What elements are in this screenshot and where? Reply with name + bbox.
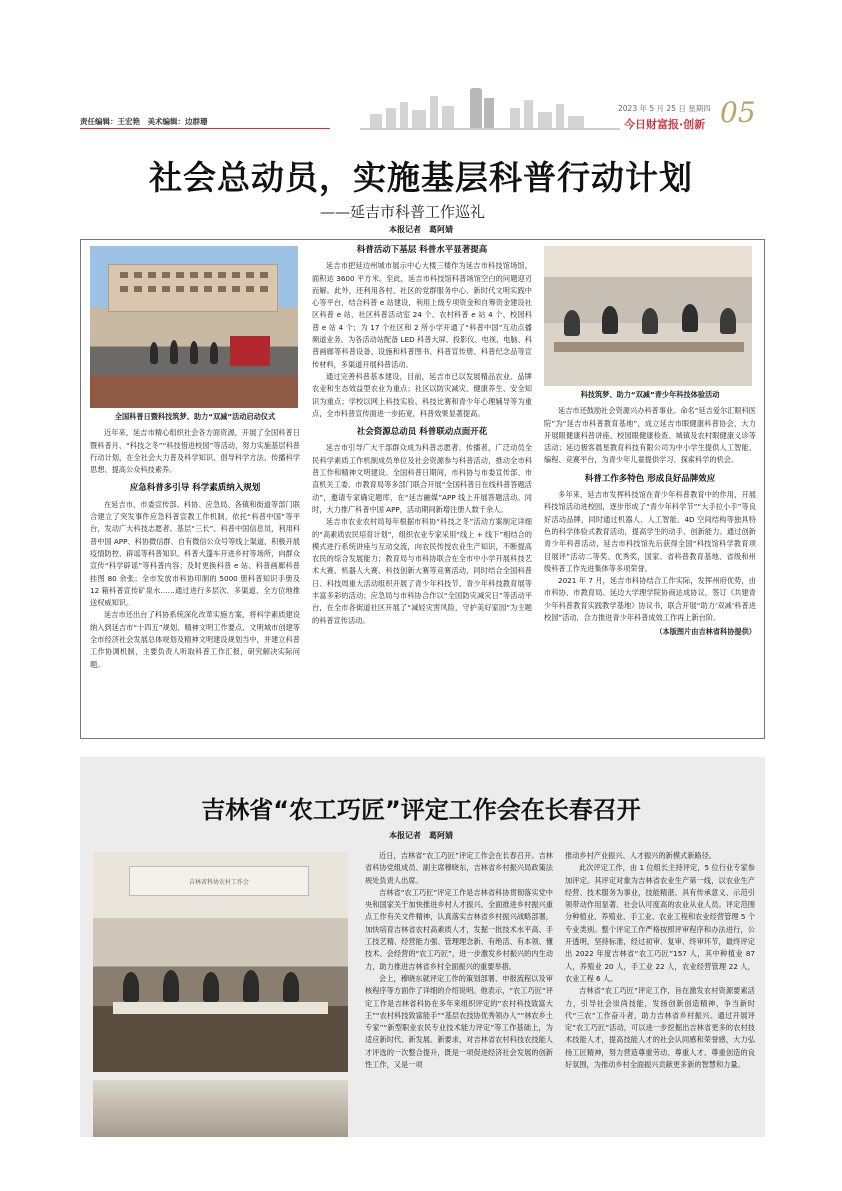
paragraph: 此次评定工作，由 1 位组长主持评定，5 位行业专家参加评定。其评定对象为吉林省农业生产第一线，以农业生产经营、技术服务为事业，技能精湛、具有传承意义、示范引领带动作用显著、社会认可度高的农业从业人员。评定范围分种植业、养殖业、手工业、农业工程和农业经营管理 5 个专业类别。整个评定工作严格按照评审程序和办法进行，公开透明，坚持标准，经过初审、复审、终审环节，最终评定出 2022 年度吉林省“农工巧匠”157 人，其中种植业 87 人，养殖业 20 人，手工业 22 人，农业经营管理 22 人，农业工程 6 人。 [565, 863, 755, 983]
paragraph: 延吉市引导广大干部群众成为科普志愿者、传播者，广泛动员全民科学素质工作机制成员单位及社会资源参与科普活动，推动全市科普工作和精神文明建设。全国科普日期间，市科协与市委宣传部、市直机关工委、市教育局等多部门联合开展“全国科普日在线科普答题活动”，邀请专家确定题库，在“延吉融媒”APP 线上开展答题活动。同时，大力推广科普中国 APP，活动期间新增注册人数千余人。 [312, 443, 532, 514]
article1-byline: 本报记者 葛阿婧 [389, 225, 453, 234]
paragraph: 吉林省“农工巧匠”评定工作，旨在激发农村资源要素活力，引导社会崇尚技能，发扬创新创造精神，争当新时代“三农”工作奋斗者，助力吉林省乡村振兴。通过开展评定“农工巧匠”活动，可以进一步挖掘出吉林省更多的农村技术技能人才，提高技能人才的社会认同感和荣誉感，大力弘扬工匠精神，努力营造尊重劳动、尊重人才、尊重创造的良好氛围，为推动乡村全面振兴贡献更多新的智慧和力量。 [565, 986, 755, 1070]
page-editors: 责任编辑：王宏艳 美术编辑：边群珊 [80, 117, 208, 126]
header-rule [80, 128, 330, 129]
photo1-caption: 全国科普日暨科技筑梦、助力“双减”活动启动仪式 [114, 412, 276, 421]
photo3-caption: 科技筑梦、助力“双减”青少年科技体验活动 [580, 390, 720, 399]
paragraph: 通过完善科普基本建设，目前，延吉市已以发展精品农业、品牌农业和生态效益型农业为重点；社区以防灾减灾、健康养生、安全知识为重点；学校以网上科技实验、科技比赛和青少年心理辅导等为重点，全市科普宣传面进一步拓宽，科普效果显著提高。 [312, 371, 532, 418]
paragraph: 近年来，延吉市精心组织社会各方面资源，开展了全国科普日暨科普月、“科技之冬”“科技惜进校园”等活动，努力实施基层科普行动计划，在全社会大力普及科学知识、倡导科学方法、传播科学思想、提高公众科技素养。 [90, 428, 300, 475]
skyline-illustration [360, 88, 620, 130]
article2-col1 [365, 850, 553, 1071]
paragraph: 多年来，延吉市发挥科技馆在青少年科普教育中的作用，开展科技馆活动进校园，逐步形成了“青少年科学节”“大手拉小手”等良好活动品牌，同时通过机器人、人工智能、4D 空间结构等独具特色的科学体验式教育活动，提高学生的动手、创新能力。通过创新青少年科普活动，延吉市科技馆先后获得全国“科技馆科学教育项目展评”活动二等奖、优秀奖，国家、省科普教育基地、省级和州级科普工作先进集体等多项荣誉。 [544, 490, 756, 573]
paragraph: 2021 年 7 月，延吉市科协结合工作实际，发挥州府优势，由市科协、市教育局、延边大学理学院协商达成协议，签订《共建青少年科普教育实践教学基地》协议书，联合开展“助力‘双减’科普进校园”活动，合力推进青少年科普成效工作再上新台阶。 [544, 576, 756, 623]
paper-section: 今日财富报·创新 [624, 118, 706, 131]
photo-credit: （本版图片由吉林省科协提供） [655, 627, 756, 637]
paragraph: 在延吉市，市委宣传部、科协、应急局、各镇和街道等部门联合建立了突发事件应急科普宣教工作机制，依托“科普中国”等平台，发动广大科技志愿者、基层“三长”、科普中国信息员，利用科普中国 APP、科协微信群、自有微信公众号等线上渠道，积极开展疫情防控、辟谣等科普知识。科普大篷车开进乡村等场所，向群众宣传“科学辟谣”等科普内容；及时更换科普 e 站、科普画廊科普挂图 80 余张；全市发放市科协印制的 5000 册科普知识手册及 12 箱科普宣传矿泉水……通过进行多层次、多渠道、全方位地推送权威知识。 [90, 499, 300, 608]
paragraph: 推动乡村产业振兴、人才振兴的新模式新路径。 [565, 851, 716, 860]
section-heading: 社会资源总动员 科普联动点面开花 [356, 427, 488, 438]
article1-col1 [90, 246, 300, 671]
meeting-banner: 吉林省科协农村工作会 [129, 866, 309, 896]
article1-subtitle: ——延吉市科普工作巡礼 [320, 203, 486, 221]
paragraph: 会上，穆晓东就评定工作的策划部署、申报流程以及审核程序等方面作了详细的介绍说明。他表示，“农工巧匠”评定工作是吉林省科协在多年来组织评定的“农村科技致富大王”“农村科技致富能手”“基层农技协优秀领办人”“林农乡土专家”“新型职业农民专业技术能力评定”等工作基础上，为适应新时代、新发展、新要求，对吉林省农村科技农技能人才评选的一次整合提升，既是一项促进经济社会发展的创新性工作，又是一项 [365, 973, 553, 1070]
article1-col3 [544, 246, 756, 639]
section-heading: 应急科普多引导 科学素质纳入规划 [129, 483, 261, 494]
paragraph: 延吉市农业农村局每年根据市科协“科技之冬”活动方案制定详细的“高素质农民培育计划”，组织农业专家采用“线上 + 线下”相结合的模式进行系统讲座与互动交流，向农民传授农业生产知识，不断提高农民的综合发展能力；教育局与市科协联合在全市中小学开展科技艺术大赛、机器人大赛、科技创新大赛等竞赛活动，同时结合全国科普日、科技周重大活动组织开展了青少年科技节、青少年科技教育展等丰富多彩的活动；应急局与市科协合作以“全国防灾减灾日”等活动平台，在全市各街道社区开展了“减轻灾害风险，守护美好家园”为主题的科普宣传活动。 [312, 517, 532, 625]
page-number: 05 [720, 96, 756, 129]
classroom-photo [544, 246, 752, 386]
meeting-photo-lower [93, 1080, 348, 1137]
article1-col2 [312, 244, 532, 627]
section-heading: 科普工作多特色 形成良好品牌效应 [584, 473, 716, 484]
paragraph: 延吉市还出台了科协系统深化改革实施方案，将科学素质建设纳入到延吉市“十四五”规划、精神文明工作要点、文明城市创建等全市经济社会发展总体规划及精神文明建设规划当中，并建立科普工作协调机制，主要负责人听取科普工作汇报，研究解决实际问题。 [90, 610, 300, 669]
ceremony-photo [90, 246, 298, 408]
paragraph: 延吉市把延边州城市展示中心大楼三楼作为延吉市科技馆场馆，面积达 3600 平方米。至此，延吉市科技馆科普场馆空白的问题迎刃而解。此外，还利用各村、社区的党群服务中心、新时代文明实践中心等平台，结合科普 e 站建设，利用上级专项资金和自筹资金建设社区科普 e 站、社区科普活动室 24 个、农村科普 e 站 4 个、校园科普 e 站 4 个；为 17 个社区和 2 所小学开通了“科普中国”互动点播频道业务。为各活动站配备 LED 科普大屏、投影仪、电视、电脑、科普画廊等科普设备、设施和科普图书、科普宣传册、科普纪念品等宣传材料，多渠道开展科普活动。 [312, 261, 532, 369]
paragraph: 延吉市还鼓励社会资源兴办科普事业。命名“延吉爱尔汇眼科医院”为“延吉市科普教育基地”，成立延吉市眼健康科普协会，大力开展眼健康科普讲座、校园眼健康检查、城镇及农村眼健康义诊等活动；延边极客晨星教育科技有限公司为中小学生提供人工智能、编程、竞赛平台，为青少年儿童提供学习、探索科学的机会。 [544, 406, 756, 465]
paragraph: 吉林省“农工巧匠”评定工作是吉林省科协贯彻落实党中央和国家关于加快推进乡村人才振兴、全面推进乡村振兴重点工作有关文件精神，认真落实吉林省乡村振兴战略部署，加快培育吉林省农村高素质人才，发掘一批技术水平高、手工技艺精、经营能力强、管理理念新、有绝活、有本领、懂技术、会经营的“农工巧匠”，进一步激发乡村振兴的内生动力，助力推进吉林省乡村全面振兴的重要举措。 [365, 887, 553, 971]
article2-title: 吉林省“农工巧匠”评定工作会在长春召开 [201, 796, 641, 824]
article2-col2 [565, 850, 755, 1071]
article1-title: 社会总动员，实施基层科普行动计划 [149, 158, 693, 197]
issue-date: 2023 年 5 月 25 日 星期四 [618, 104, 711, 113]
section-heading: 科普活动下基层 科普水平显著提高 [356, 245, 488, 255]
meeting-photo [93, 852, 348, 1072]
article2-byline: 本报记者 葛阿婧 [389, 831, 453, 840]
paragraph: 近日，吉林省“农工巧匠”评定工作会在长春召开。吉林省科协党组成员、副主席穆晓东，吉林省乡村振兴局政策法规处负责人出席。 [365, 851, 553, 885]
